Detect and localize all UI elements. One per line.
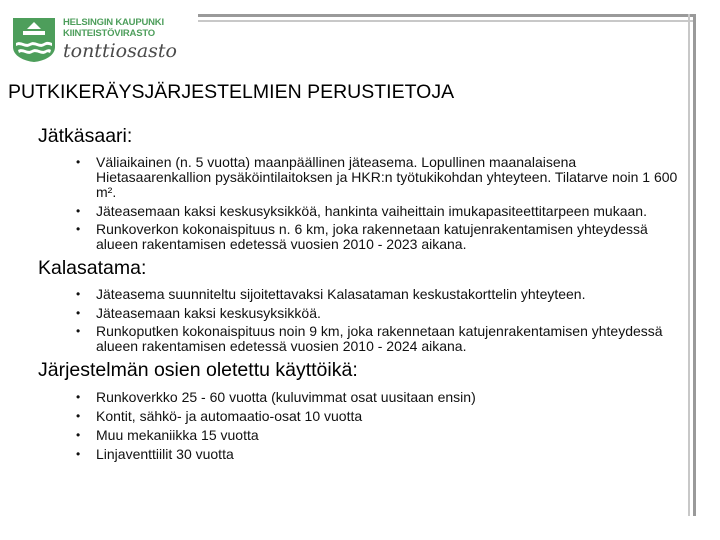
section-kalasatama — [38, 256, 688, 354]
bullet-icon: • — [76, 390, 81, 404]
list-item — [38, 427, 688, 443]
list-item-text: Runkoputken kokonaispituus noin 9 km, joka rakennetaan katujenrakentamisen yhteydessä alueen rakentamisen edetessä vuosien 2010 - 2024 aikana. — [96, 323, 663, 354]
bullet-icon: • — [76, 222, 81, 236]
decorative-frame-top — [198, 14, 696, 22]
list-item-text: Väliaikainen (n. 5 vuotta) maanpäällinen jäteasema. Lopullinen maanalaisena Hietasaarenkallion pysäköintilaitoksen ja HKR:n työtukikohdan yhteyteen. Tilatarve noin 1 600 m². — [96, 154, 678, 200]
section-heading: Kalasatama: — [38, 257, 147, 279]
bullet-icon: • — [76, 428, 81, 442]
logo-division-name: tonttiosasto — [63, 40, 177, 62]
list-item-text: Runkoverkon kokonaispituus n. 6 km, joka rakennetaan katujenrakentamisen yhteydessä alueen rakentamisen edetessä vuosien 2010 - 2023 aikana. — [96, 221, 648, 252]
section-heading: Järjestelmän osien oletettu käyttöikä: — [38, 359, 358, 381]
list-item-text: Jäteasema suunniteltu sijoitettavaksi Kalasataman keskustakorttelin yhteyteen. — [96, 286, 586, 302]
organization-logo — [12, 17, 182, 67]
logo-city-name: HELSINGIN KAUPUNKI — [63, 17, 164, 28]
list-item — [38, 287, 688, 302]
list-item-text: Muu mekaniikka 15 vuotta — [96, 427, 259, 443]
list-item — [38, 155, 688, 200]
list-item — [38, 389, 688, 405]
list-item — [38, 204, 688, 219]
bullet-icon: • — [76, 324, 81, 338]
list-item — [38, 446, 688, 462]
list-item-text: Jäteasemaan kaksi keskusyksikköä. — [96, 304, 321, 321]
slide-content — [38, 124, 688, 465]
section-jatkasaari — [38, 124, 688, 252]
list-item-text: Jäteasemaan kaksi keskusyksikköä, hankinta vaiheittain imukapasiteettitarpeen mukaan. — [96, 202, 647, 219]
bullet-list — [38, 287, 688, 354]
bullet-icon: • — [76, 305, 81, 320]
list-item — [38, 222, 688, 252]
bullet-list — [38, 155, 688, 252]
decorative-frame-right — [688, 14, 696, 516]
list-item-text: Kontit, sähkö- ja automaatio-osat 10 vuotta — [96, 408, 363, 424]
bullet-icon: • — [76, 155, 81, 169]
list-item — [38, 324, 688, 354]
list-item — [38, 306, 688, 321]
bullet-icon: • — [76, 409, 81, 423]
bullet-icon: • — [76, 447, 81, 461]
bullet-list — [38, 389, 688, 462]
bullet-icon: • — [76, 287, 81, 301]
page-title: PUTKIKERÄYSJÄRJESTELMIEN PERUSTIETOJA — [8, 81, 455, 103]
list-item-text: Linjaventtiilit 30 vuotta — [96, 446, 234, 462]
helsinki-crest-icon — [12, 17, 56, 63]
section-heading: Jätkäsaari: — [38, 125, 133, 147]
list-item — [38, 408, 688, 424]
section-service-life — [38, 358, 688, 462]
bullet-icon: • — [76, 203, 81, 218]
logo-department-name: KIINTEISTÖVIRASTO — [63, 28, 155, 39]
list-item-text: Runkoverkko 25 - 60 vuotta (kuluvimmat osat uusitaan ensin) — [96, 389, 476, 405]
